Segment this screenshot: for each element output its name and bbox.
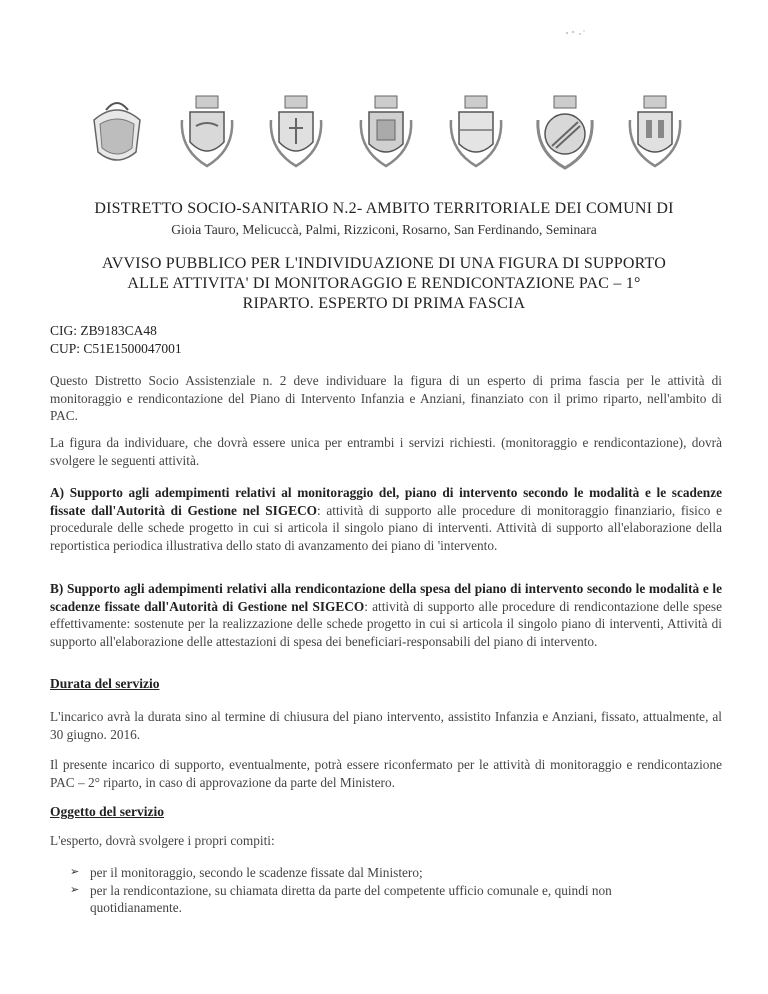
item-b-text: : attività di supporto alle procedure di rendicontazione delle spese effettivamente: sostenute per la realizzazione delle schede progetto in cui si articola il singolo piano di interventi, Attività di supporto all'elaborazione delle attestazioni di spesa dei beneficiari-responsabili del piano di intervento.	[50, 598, 722, 649]
notice-title-line-1: AVVISO PUBBLICO PER L'INDIVIDUAZIONE DI UNA FIGURA DI SUPPORTO	[102, 255, 666, 272]
durata-paragraph-1: L'incarico avrà la durata sino al termine di chiusura del piano intervento, assistito Infanzia e Anziani, fissato, attualmente, al 30 giugno. 2016.	[50, 709, 722, 742]
arrow-bullet-icon: ➢	[70, 866, 80, 878]
crest-rizziconi	[355, 90, 417, 170]
oggetto-intro: L'esperto, dovrà svolgere i propri compiti:	[50, 833, 275, 848]
notice-title	[50, 254, 718, 314]
arrow-bullet-icon: ➢	[70, 883, 80, 896]
list-item-text: per il monitoraggio, secondo le scadenze fissate dal Ministero;	[90, 865, 423, 880]
crest-seminara	[624, 90, 686, 170]
oggetto-bullet-list	[70, 864, 700, 917]
notice-title-line-2: ALLE ATTIVITA' DI MONITORAGGIO E RENDICONTAZIONE PAC – 1°	[127, 275, 641, 292]
procurement-codes	[50, 322, 182, 358]
crest-palmi	[265, 90, 327, 170]
figure-paragraph: La figura da individuare, che dovrà essere unica per entrambi i servizi richiesti. (monitoraggio e rendicontazione), dovrà svolgere le seguenti attività.	[50, 435, 722, 468]
item-a-heading: A) Supporto agli adempimenti relativi al monitoraggio del, piano di intervento secondo le modalità e le scadenze fissate dall'Autorità di Gestione nel SIGECO	[50, 485, 722, 518]
list-item	[70, 882, 700, 917]
item-a-paragraph	[50, 484, 722, 554]
list-item	[70, 864, 700, 882]
district-title: DISTRETTO SOCIO-SANITARIO N.2- AMBITO TERRITORIALE DEI COMUNI DI	[94, 200, 674, 217]
crest-melicucca	[176, 90, 238, 170]
crest-gioia-tauro	[86, 90, 148, 170]
item-b-heading: B) Supporto agli adempimenti relativi alla rendicontazione della spesa del piano di intervento secondo le modalità e le scadenze fissate dall'Autorità di Gestione nel SIGECO	[50, 581, 722, 614]
crest-rosarno	[445, 90, 507, 170]
durata-paragraph-2: Il presente incarico di supporto, eventualmente, potrà essere riconfermato per le attività di monitoraggio e rendicontazione PAC – 2° riparto, in caso di approvazione da parte del Ministero.	[50, 757, 722, 790]
list-item-text: per la rendicontazione, su chiamata diretta da parte del competente ufficio comunale e, quindi non quotidianamente.	[90, 882, 612, 915]
cup-code: CUP: C51E1500047001	[50, 341, 182, 356]
municipalities-list: Gioia Tauro, Melicuccà, Palmi, Rizziconi, Rosarno, San Ferdinando, Seminara	[171, 222, 597, 237]
intro-paragraph: Questo Distretto Socio Assistenziale n. 2 deve individuare la figura di un esperto di prima fascia per le attività di monitoraggio e rendicontazione del Piano di Intervento Infanzia e Anziani, finanziato con il primo riparto, nell'ambito di PAC.	[50, 373, 722, 423]
durata-heading: Durata del servizio	[50, 676, 160, 691]
oggetto-heading: Oggetto del servizio	[50, 804, 164, 819]
item-a-text: : attività di supporto alle procedure di monitoraggio finanziario, fisico e procedurale delle schede progetto in cui si articola il singolo piano di interventi. Attività di supporto all'elaborazione della reportistica periodica illustrativa dello stato di avanzamento dei piano di 'intervento.	[50, 502, 722, 553]
item-b-paragraph	[50, 580, 722, 650]
cig-code: CIG: ZB9183CA48	[50, 323, 157, 338]
municipal-crests-row	[86, 86, 686, 170]
scan-speck	[563, 28, 587, 38]
notice-title-line-3: RIPARTO. ESPERTO DI PRIMA FASCIA	[242, 295, 526, 312]
crest-san-ferdinando	[534, 90, 596, 170]
